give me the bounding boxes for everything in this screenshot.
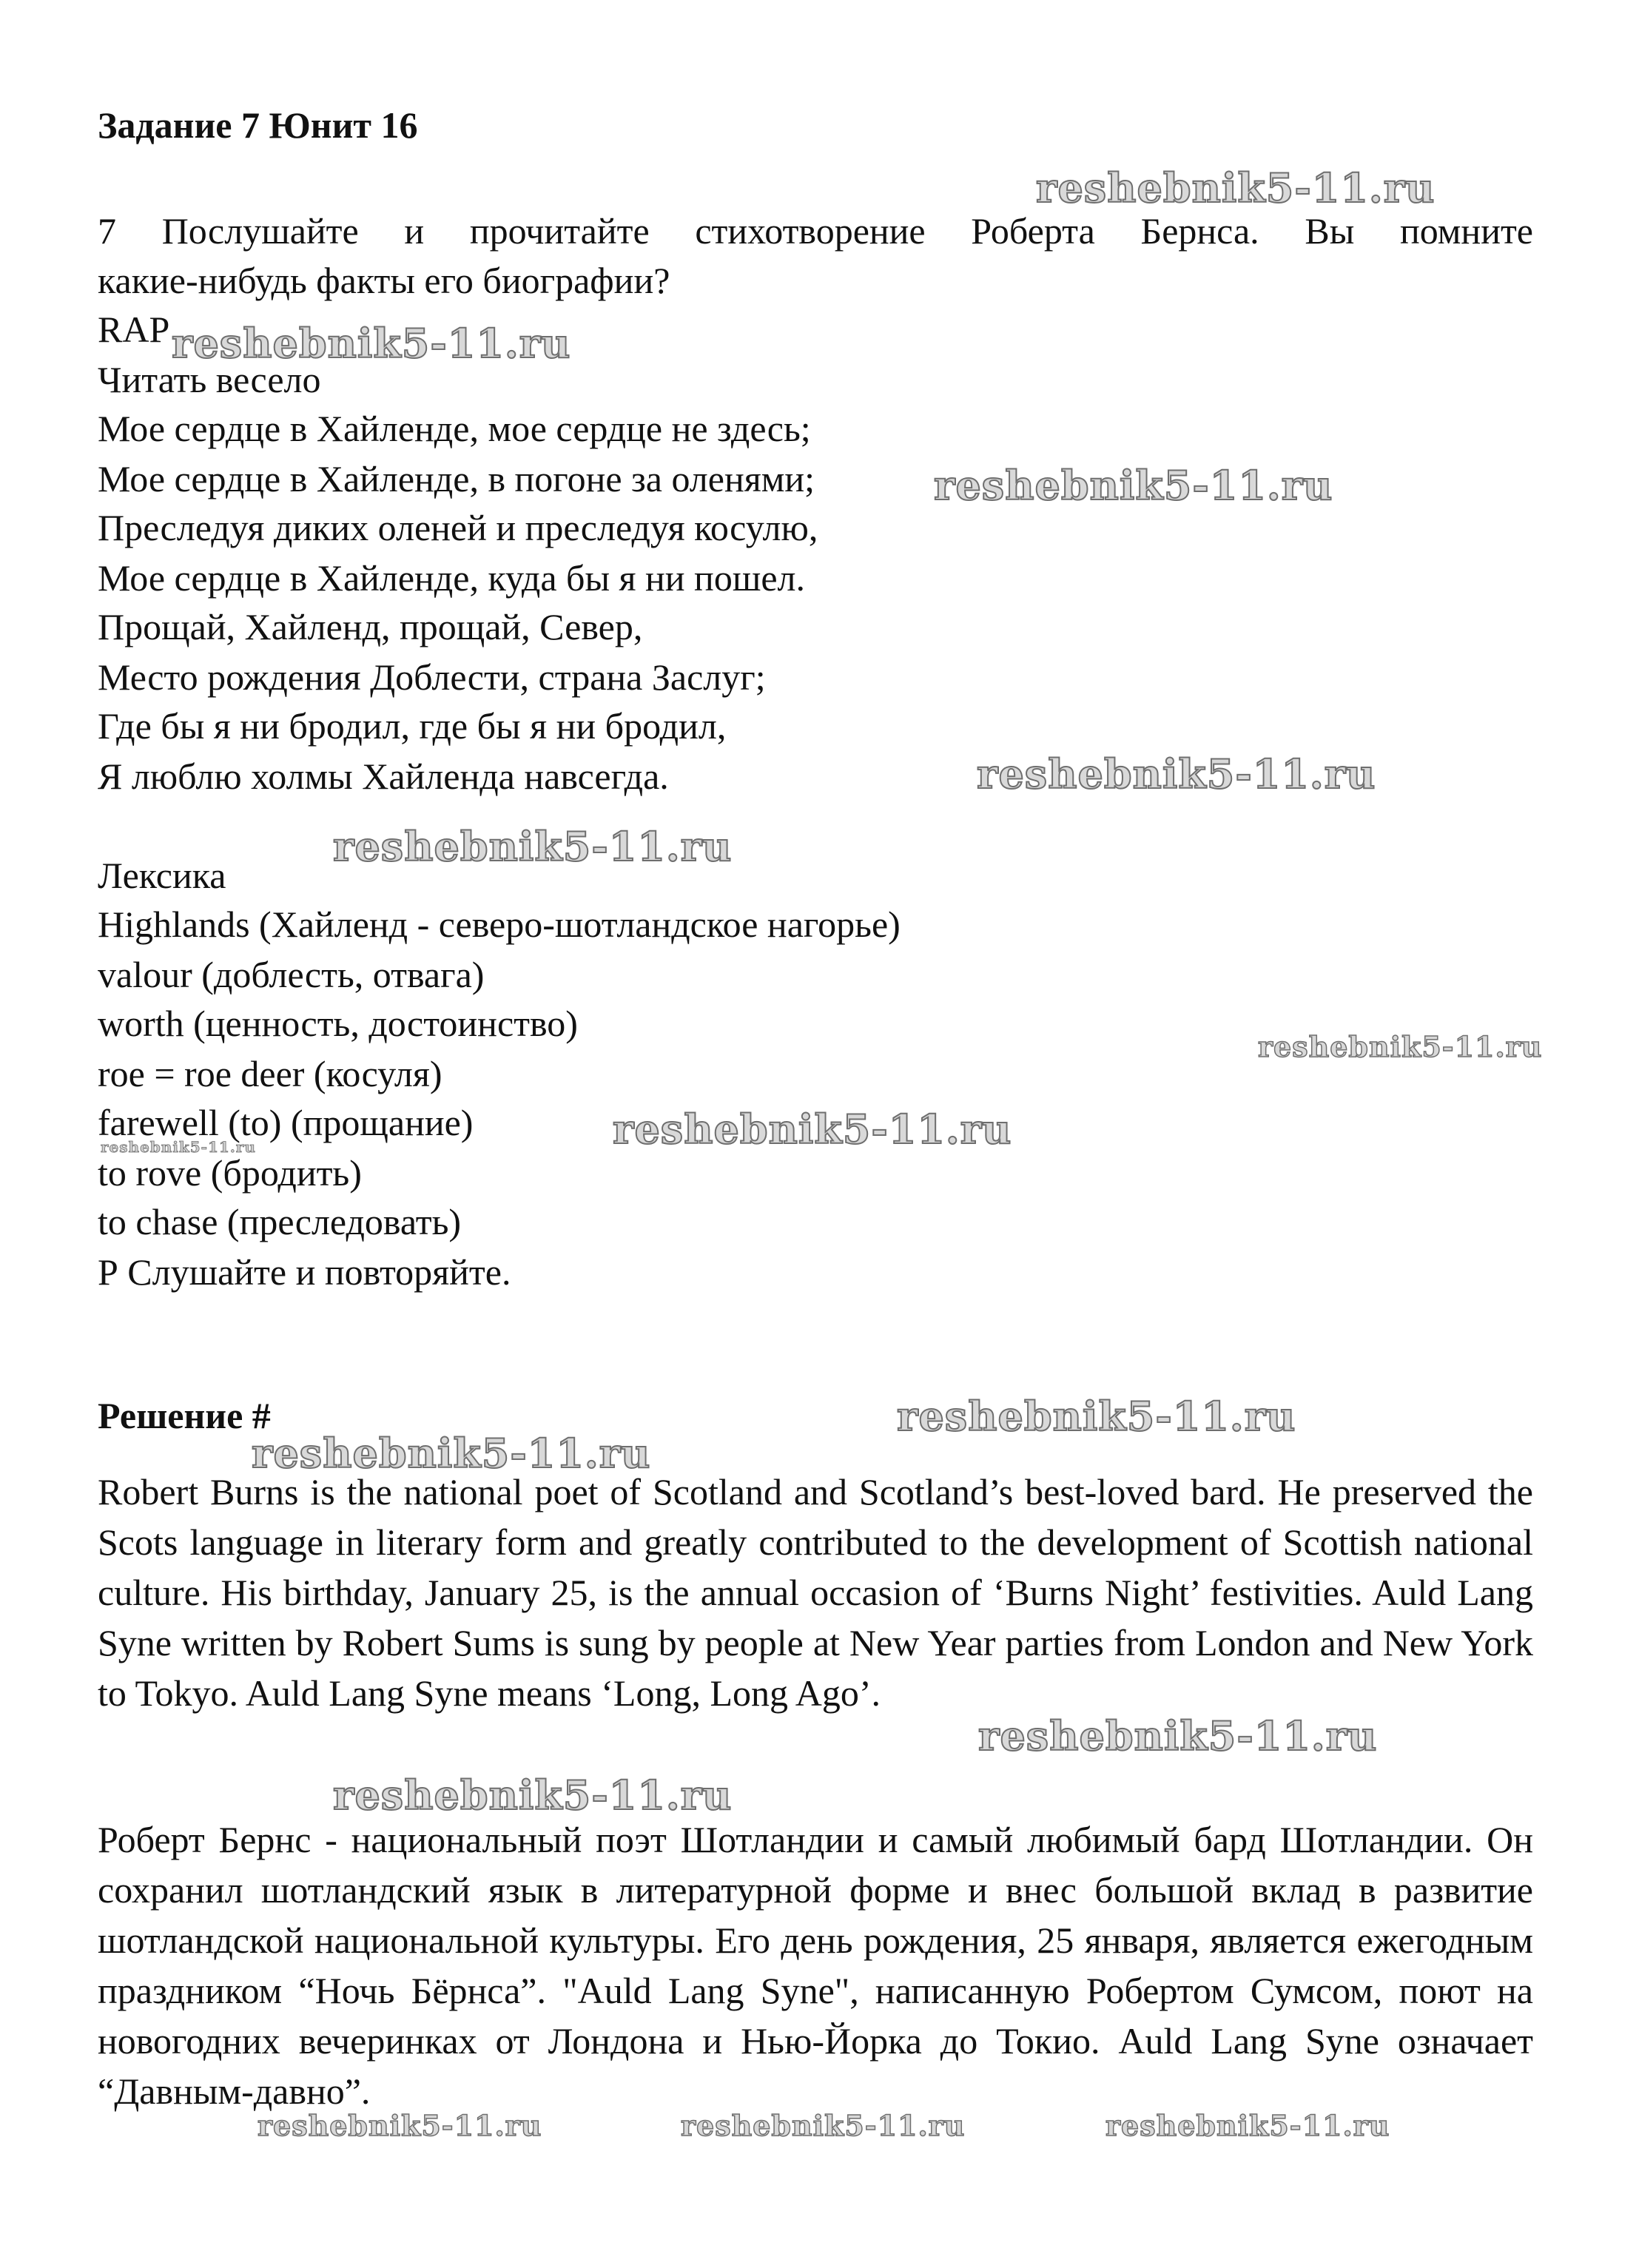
watermark: reshebnik5-11.ru xyxy=(978,1712,1378,1760)
watermark: reshebnik5-11.ru xyxy=(897,1393,1296,1440)
vocabulary-heading: Лексика xyxy=(98,855,226,896)
watermark: reshebnik5-11.ru xyxy=(1258,1030,1543,1063)
poem-line: Где бы я ни бродил, где бы я ни бродил, xyxy=(98,705,727,747)
watermark: reshebnik5-11.ru xyxy=(172,320,571,367)
task-prompt-line-2: какие-нибудь факты его биографии? xyxy=(98,260,670,301)
read-mode-label: Читать весело xyxy=(98,359,321,400)
watermark: reshebnik5-11.ru xyxy=(977,750,1376,798)
poem-line: Мое сердце в Хайленде, куда бы я ни пошел. xyxy=(98,557,805,599)
poem-line: Мое сердце в Хайленде, в погоне за оленями; xyxy=(98,458,815,499)
solution-english-paragraph: Robert Burns is the national poet of Scotland and Scotland’s best-loved bard. He preserved the Scots language in literary form and greatly contributed to the development of Scottish national culture. His birthday, January 25, is the annual occasion of ‘Burns Night’ festivities. Auld Lang Syne written by Robert Sums is sung by people at New Year parties from London and New York to Tokyo. Auld Lang Syne means ‘Long, Long Ago’. xyxy=(98,1471,1533,1714)
watermark: reshebnik5-11.ru xyxy=(1036,164,1436,212)
watermark: reshebnik5-11.ru xyxy=(1105,2109,1390,2142)
watermark: reshebnik5-11.ru xyxy=(333,823,733,870)
vocabulary-item: worth (ценность, достоинство) xyxy=(98,1003,578,1044)
poem-line: Прощай, Хайленд, прощай, Север, xyxy=(98,606,643,647)
watermark: reshebnik5-11.ru xyxy=(252,1430,651,1477)
solution-heading: Решение # xyxy=(98,1395,271,1436)
poem-line: Мое сердце в Хайленде, мое сердце не здесь; xyxy=(98,408,811,449)
poem-line: Преследуя диких оленей и преследуя косулю, xyxy=(98,507,818,548)
watermark: reshebnik5-11.ru xyxy=(681,2109,966,2142)
watermark: reshebnik5-11.ru xyxy=(101,1138,256,1156)
watermark: reshebnik5-11.ru xyxy=(934,462,1333,509)
vocabulary-item: Р Слушайте и повторяйте. xyxy=(98,1251,511,1293)
watermark: reshebnik5-11.ru xyxy=(258,2109,542,2142)
rap-label: RAP xyxy=(98,309,170,350)
page-title: Задание 7 Юнит 16 xyxy=(98,104,418,146)
watermark: reshebnik5-11.ru xyxy=(613,1106,1012,1153)
solution-russian-paragraph: Роберт Бернс - национальный поэт Шотландии и самый любимый бард Шотландии. Он сохранил шотландский язык в литературной форме и внес большой вклад в развитие шотландской национальной культуры. Его день рождения, 25 января, является ежегодным праздником “Ночь Бёрнса”. "Auld Lang Syne", написанную Робертом Сумсом, поют на новогодних вечеринках от Лондона и Нью-Йорка до Токио. Auld Lang Syne означает “Давным-давно”. xyxy=(98,1819,1533,2112)
watermark: reshebnik5-11.ru xyxy=(333,1771,733,1819)
poem-line: Место рождения Доблести, страна Заслуг; xyxy=(98,656,766,698)
vocabulary-item: to rove (бродить) xyxy=(98,1152,362,1194)
poem-line: Я люблю холмы Хайленда навсегда. xyxy=(98,756,669,797)
vocabulary-item: Highlands (Хайленд - северо-шотландское нагорье) xyxy=(98,904,901,945)
vocabulary-item: farewell (to) (прощание) xyxy=(98,1102,474,1143)
vocabulary-item: roe = roe deer (косуля) xyxy=(98,1053,442,1094)
task-prompt-line-1: 7 Послушайте и прочитайте стихотворение Роберта Бернса. Вы помните xyxy=(98,210,1533,252)
vocabulary-item: to chase (преследовать) xyxy=(98,1201,462,1242)
vocabulary-item: valour (доблесть, отвага) xyxy=(98,954,485,995)
